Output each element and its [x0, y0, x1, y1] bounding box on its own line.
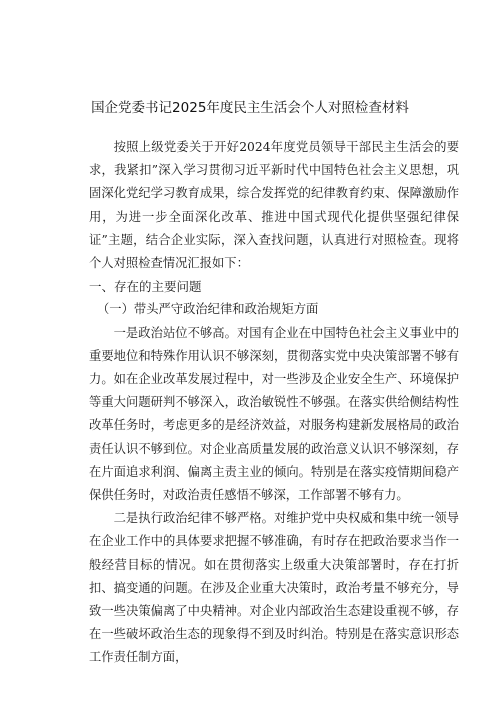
- intro-paragraph: 按照上级党委关于开好2024年度党员领导干部民主生活会的要求，我紧扣”深入学习贯彻习近平新时代中国特色社会主义思想，巩固深化党纪学习教育成果，综合发挥党的纪律教育约束、保障激励作用，为进一步全面深化改革、推进中国式现代化提供坚强纪律保证”主题，结合企业实际，深入查找问题，认真进行对照检查。现将个人对照检查情况汇报如下：: [89, 140, 459, 271]
- body-paragraph: 二是执行政治纪律不够严格。对维护党中央权威和集中统一领导在企业工作中的具体要求把握不够准确，有时存在把政治要求当作一般经营目标的情况。如在贯彻落实上级重大决策部署时，存在打折扣、搞变通的问题。在涉及企业重大决策时，政治考量不够充分，导致一些决策偏离了中央精神。对企业内部政治生态建设重视不够，存在一些破坏政治生态的现象得不到及时纠治。特别是在落实意识形态工作责任制方面，: [89, 511, 459, 665]
- document-title: 国企党委书记2025年度民主生活会个人对照检查材料: [91, 100, 409, 116]
- section-heading: 一、存在的主要问题: [89, 279, 202, 295]
- body-paragraph: 一是政治站位不够高。对国有企业在中国特色社会主义事业中的重要地位和特殊作用认识不够深刻，贯彻落实党中央决策部署不够有力。如在企业改革发展过程中，对一些涉及企业安全生产、环境保护等重大问题研判不够深入，政治敏锐性不够强。在落实供给侧结构性改革任务时，考虑更多的是经济效益，对服务构建新发展格局的政治责任认识不够到位。对企业高质量发展的政治意义认识不够深刻，存在片面追求利润、偏离主责主业的倾向。特别是在落实疫情期间稳产保供任务时，对政治责任感悟不够深，工作部署不够有力。: [89, 325, 459, 503]
- subsection-heading: （一）带头严守政治纪律和政治规矩方面: [97, 302, 319, 317]
- document-body: [89, 136, 459, 670]
